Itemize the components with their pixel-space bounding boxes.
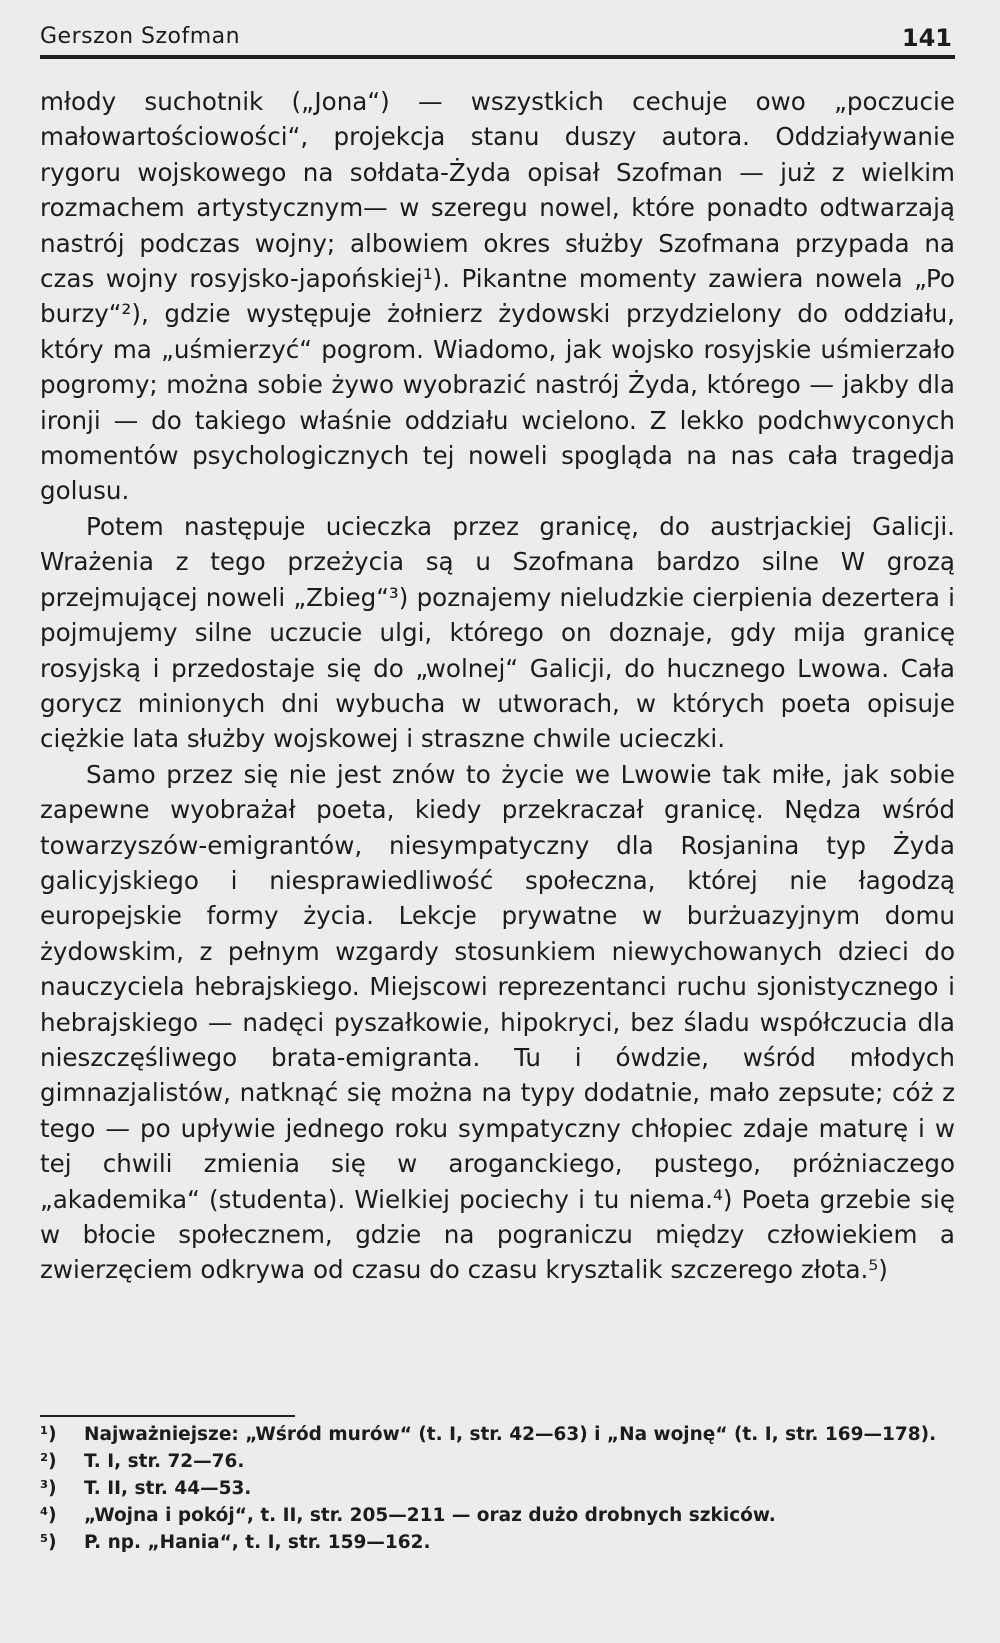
footnote-mark: ⁴): [40, 1505, 57, 1526]
footnote-4: [40, 1502, 955, 1529]
footnote-2: [40, 1448, 955, 1475]
footnote-5: [40, 1529, 955, 1556]
running-head: Gerszon Szofman: [40, 24, 241, 49]
page-number: 141: [901, 24, 952, 52]
footnote-mark: ⁵): [40, 1532, 57, 1553]
paragraph-1: młody suchotnik („Jona“) — wszystkich cechuje owo „poczucie małowartościowości“, projekcja stanu duszy autora. Oddziaływanie rygoru wojskowego na sołdata-Żyda opisał Szofman — już z wielkim rozmachem artystycznym— w szeregu nowel, które ponadto odtwarzają nastrój podczas wojny; albowiem okres służby Szofmana przypada na czas wojny rosyjsko-japońskiej¹). Pikantne momenty zawiera nowela „Po burzy“²), gdzie występuje żołnierz żydowski przydzielony do oddziału, który ma „uśmierzyć“ pogrom. Wiadomo, jak wojsko rosyjskie uśmierzało pogromy; można sobie żywo wyobrazić nastrój Żyda, którego — jakby dla ironji — do takiego właśnie oddziału wcielono. Z lekko podchwyconych momentów psychologicznych tej noweli spogląda na nas cała tragedja golusu.: [40, 87, 955, 506]
footnote-mark: ¹): [40, 1424, 57, 1445]
footnote-text: T. II, str. 44—53.: [84, 1478, 252, 1499]
footnotes: [40, 1421, 955, 1556]
footnote-mark: ²): [40, 1451, 57, 1472]
footnote-1: [40, 1421, 955, 1448]
footnote-text: Najważniejsze: „Wśród murów“ (t. I, str. 42—63) i „Na wojnę“ (t. I, str. 169—178).: [84, 1424, 937, 1445]
header-rule: [40, 55, 955, 59]
footnote-text: T. I, str. 72—76.: [84, 1451, 245, 1472]
paragraph-2: Potem następuje ucieczka przez granicę, do austrjackiej Galicji. Wrażenia z tego przeżycia są u Szofmana bardzo silne W grozą przejmującej noweli „Zbieg“³) poznajemy nieludzkie cierpienia dezertera i pojmujemy silne uczucie ulgi, którego on doznaje, gdy mija granicę rosyjską i przedostaje się do „wolnej“ Galicji, do hucznego Lwowa. Cała gorycz minionych dni wybucha w utworach, w których poeta opisuje ciężkie lata służby wojskowej i straszne chwile ucieczki.: [40, 511, 955, 754]
footnote-mark: ³): [40, 1478, 57, 1499]
paragraph-3: Samo przez się nie jest znów to życie we Lwowie tak miłe, jak sobie zapewne wyobrażał poeta, kiedy przekraczał granicę. Nędza wśród towarzyszów-emigrantów, niesympatyczny dla Rosjanina typ Żyda galicyjskiego i niesprawiedliwość społeczna, której nie łagodzą europejskie formy życia. Lekcje prywatne w burżuazyjnym domu żydowskim, z pełnym wzgardy stosunkiem niewychowanych dzieci do nauczyciela hebrajskiego. Miejscowi reprezentanci ruchu sjonistycznego i hebrajskiego — nadęci pyszałkowie, hipokryci, bez śladu współczucia dla nieszczęśliwego brata-emigranta. Tu i ówdzie, wśród młodych gimnazjalistów, natknąć się można na typy dodatnie, mało zepsute; cóż z tego — po upływie jednego roku sympatyczny chłopiec zdaje maturę i w tej chwili zmienia się w aroganckiego, pustego, próżniaczego „akademika“ (studenta). Wielkiej pociechy i tu niema.⁴) Poeta grzebie się w błocie społecznem, gdzie na pograniczu między człowiekiem a zwierzęciem odkrywa od czasu do czasu krysztalik szczerego złota.⁵): [40, 759, 955, 1285]
footnote-text: „Wojna i pokój“, t. II, str. 205—211 — oraz dużo drobnych szkiców.: [84, 1505, 776, 1526]
body-text: [40, 84, 955, 1288]
footnote-rule: [40, 1415, 295, 1417]
footnote-3: [40, 1475, 955, 1502]
footnote-text: P. np. „Hania“, t. I, str. 159—162.: [84, 1532, 431, 1553]
